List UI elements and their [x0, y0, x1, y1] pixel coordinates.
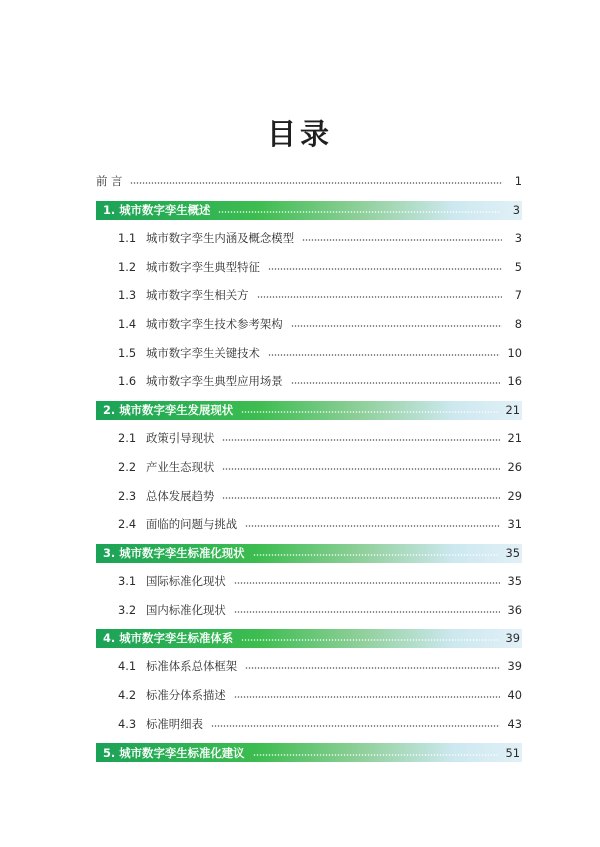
dot-leader — [245, 667, 499, 669]
toc-page-number: 7 — [514, 288, 522, 303]
toc-page-number: 8 — [514, 317, 522, 332]
dot-leader — [245, 525, 499, 527]
toc-chapter-title: 城市数字孪生发展现状 — [119, 403, 234, 418]
toc-section-title: 标准明细表 — [146, 716, 203, 731]
toc-page-number: 21 — [505, 403, 520, 418]
toc-page-number: 5 — [514, 259, 522, 274]
toc-section-title: 标准分体系描述 — [146, 687, 226, 702]
toc-section-number: 2.2 — [118, 459, 137, 474]
dot-leader — [234, 611, 500, 613]
toc-page-number: 51 — [505, 745, 520, 760]
toc-section-2.3[interactable] — [96, 481, 522, 510]
dot-leader — [234, 582, 500, 584]
toc-section-title: 国内标准化现状 — [146, 602, 226, 617]
toc-entry-label: 前 言 — [96, 174, 123, 189]
toc-section-title: 城市数字孪生关键技术 — [146, 345, 260, 360]
toc-section-number: 1.1 — [118, 231, 137, 246]
toc-section-number: 4.2 — [118, 687, 137, 702]
toc-page-number: 39 — [507, 659, 522, 674]
dot-leader — [241, 411, 497, 413]
toc-page-number: 3 — [514, 231, 522, 246]
toc-section-4.2[interactable] — [96, 681, 522, 710]
toc-page-number: 10 — [507, 345, 522, 360]
toc-section-number: 1.4 — [118, 317, 137, 332]
toc-section-1.1[interactable] — [96, 224, 522, 253]
toc-chapter-title: 城市数字孪生标准化现状 — [119, 546, 245, 561]
toc-page-number: 29 — [507, 488, 522, 503]
toc-section-1.6[interactable] — [96, 367, 522, 396]
toc-chapter-4[interactable] — [96, 629, 522, 648]
toc-section-title: 国际标准化现状 — [146, 573, 226, 588]
toc-chapter-title: 城市数字孪生标准化建议 — [119, 745, 245, 760]
toc-section-2.2[interactable] — [96, 453, 522, 482]
dot-leader — [257, 296, 502, 298]
toc-section-title: 城市数字孪生内涵及概念模型 — [146, 231, 295, 246]
toc-section-3.1[interactable] — [96, 567, 522, 596]
dot-leader — [222, 468, 499, 470]
toc-page-number: 26 — [507, 459, 522, 474]
dot-leader — [222, 497, 499, 499]
toc-page-number: 35 — [505, 546, 520, 561]
toc-section-4.3[interactable] — [96, 709, 522, 738]
toc-section-title: 城市数字孪生技术参考架构 — [146, 317, 283, 332]
toc-section-number: 4.1 — [118, 659, 137, 674]
dot-leader — [211, 725, 500, 727]
toc-entry-preface[interactable] — [96, 167, 522, 196]
toc-section-number: 1.5 — [118, 345, 137, 360]
dot-leader — [241, 639, 497, 641]
toc-page-number: 43 — [507, 716, 522, 731]
dot-leader — [253, 754, 498, 756]
toc-section-number: 1.2 — [118, 259, 137, 274]
table-of-contents — [96, 167, 522, 766]
toc-section-number: 1.3 — [118, 288, 137, 303]
toc-chapter-number: 4. — [103, 631, 116, 646]
toc-page-number: 39 — [505, 631, 520, 646]
toc-chapter-title: 城市数字孪生概述 — [119, 203, 211, 218]
toc-chapter-5[interactable] — [96, 743, 522, 762]
toc-chapter-3[interactable] — [96, 544, 522, 563]
dot-leader — [268, 354, 500, 356]
toc-section-number: 3.1 — [118, 573, 137, 588]
dot-leader — [253, 554, 498, 556]
dot-leader — [291, 382, 500, 384]
toc-section-3.2[interactable] — [96, 595, 522, 624]
toc-section-title: 城市数字孪生典型特征 — [146, 259, 260, 274]
toc-page-number: 31 — [507, 517, 522, 532]
toc-section-number: 1.6 — [118, 374, 137, 389]
toc-section-title: 总体发展趋势 — [146, 488, 215, 503]
dot-leader — [222, 439, 499, 441]
toc-page-number: 16 — [507, 374, 522, 389]
dot-leader — [302, 239, 502, 241]
dot-leader — [291, 325, 502, 327]
toc-section-4.1[interactable] — [96, 652, 522, 681]
toc-section-number: 3.2 — [118, 602, 137, 617]
toc-section-1.5[interactable] — [96, 338, 522, 367]
toc-section-1.4[interactable] — [96, 310, 522, 339]
toc-section-2.1[interactable] — [96, 424, 522, 453]
toc-page-number: 40 — [507, 687, 522, 702]
toc-section-title: 城市数字孪生相关方 — [146, 288, 249, 303]
toc-page-number: 36 — [507, 602, 522, 617]
toc-chapter-title: 城市数字孪生标准体系 — [119, 631, 234, 646]
page-title: 目录 — [266, 117, 333, 151]
toc-chapter-1[interactable] — [96, 201, 522, 220]
toc-section-2.4[interactable] — [96, 510, 522, 539]
toc-chapter-number: 5. — [103, 745, 116, 760]
toc-chapter-2[interactable] — [96, 401, 522, 420]
toc-chapter-number: 3. — [103, 546, 116, 561]
toc-section-number: 4.3 — [118, 716, 137, 731]
toc-section-number: 2.4 — [118, 517, 137, 532]
dot-leader — [218, 211, 500, 213]
toc-section-number: 2.1 — [118, 431, 137, 446]
dot-leader — [234, 696, 500, 698]
toc-chapter-number: 2. — [103, 403, 116, 418]
toc-section-1.2[interactable] — [96, 252, 522, 281]
toc-section-title: 产业生态现状 — [146, 459, 215, 474]
toc-section-title: 标准体系总体框架 — [146, 659, 238, 674]
toc-page-number: 1 — [514, 174, 522, 189]
toc-section-title: 政策引导现状 — [146, 431, 215, 446]
dot-leader — [130, 182, 502, 184]
toc-chapter-number: 1. — [103, 203, 116, 218]
toc-page-number: 35 — [507, 573, 522, 588]
dot-leader — [268, 268, 502, 270]
toc-section-1.3[interactable] — [96, 281, 522, 310]
toc-section-number: 2.3 — [118, 488, 137, 503]
toc-page-number: 3 — [512, 203, 520, 218]
toc-section-title: 城市数字孪生典型应用场景 — [146, 374, 283, 389]
toc-page-number: 21 — [507, 431, 522, 446]
toc-section-title: 面临的问题与挑战 — [146, 517, 238, 532]
